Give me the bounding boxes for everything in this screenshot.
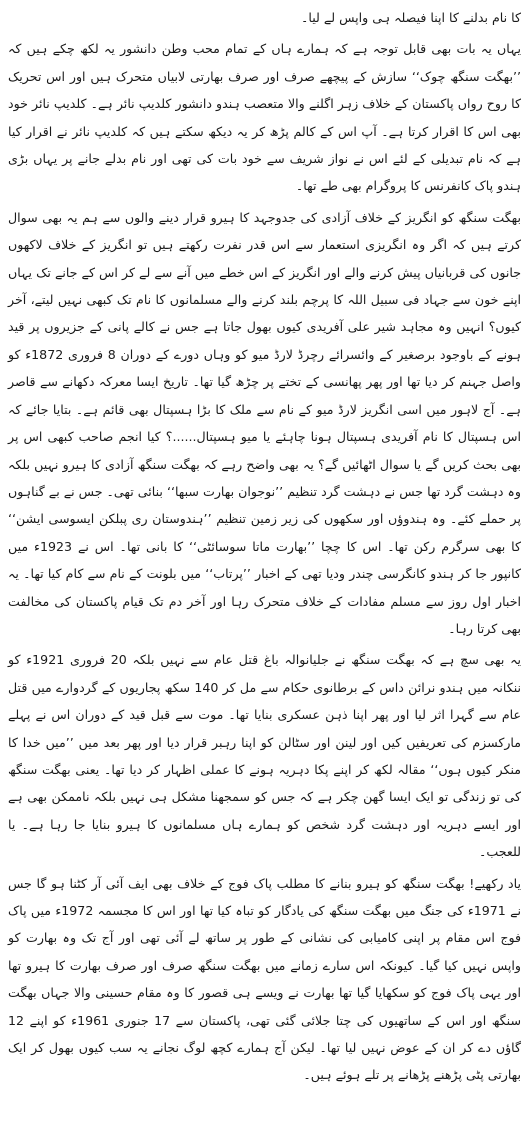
article-paragraph: یہ بھی سچ ہے کہ بھگت سنگھ نے جلیانوالہ باغ قتل عام سے نہیں بلکہ 20 فروری 1921ء کو ننکانہ میں ہندو نرائن داس کے برطانوی حکام سے مل کر 140 سکھ پجاریوں کے گردوارے میں قتل عام سے گہرا اثر لیا اور پھر اپنا ذہن عسکری بنایا تھا۔ موت سے قبل قید کے دوران اس نے پہلے مارکسزم کی تعریفیں کیں اور لینن اور سٹالن کو اپنا رہبر قرار دیا اور پھر بعد میں ’’میں خدا کا منکر کیوں ہوں‘‘ مقالہ لکھ کر اپنے پکا دہریہ ہونے کا عملی اظہار کر دیا تھا۔ یعنی بھگت سنگھ کی تو زندگی تو ایک ایسا گھن چکر ہے کہ جس کو سمجھنا مشکل ہی نہیں بلکہ ناممکن بھی ہے اور ایسے دہریہ اور دہشت گرد شخص کو ہمارے ہاں مسلمانوں کا ہیرو بنایا جا رہا ہے۔ یا للعجب۔ xyxy=(8,652,522,860)
article-paragraph: کا نام بدلنے کا اپنا فیصلہ ہی واپس لے لیا۔ xyxy=(301,10,521,25)
article-paragraph: بھگت سنگھ کو انگریز کے خلاف آزادی کی جدوجہد کا ہیرو قرار دینے والوں سے ہم یہ بھی سوال کرتے ہیں کہ اگر وہ انگریزی استعمار سے اس قدر نفرت رکھتے ہیں تو انگریز کے خلاف لاکھوں جانوں کی قربانیاں پیش کرنے والے اور انگریز کے اس خطے میں آنے سے لے کر اس کے جانے تک یہاں اپنے خون سے جہاد فی سبیل اللہ کا پرچم بلند کرنے والے مسلمانوں کا نام تک کبھی نہیں لیتے، آخر کیوں؟ انہیں وہ مجاہد شیر علی آفریدی کیوں بھول جاتا ہے جس نے کالے پانی کے جزیروں پر قید ہونے کے باوجود برصغیر کے وائسرائے رچرڈ لارڈ میو کو وہاں دورے کے دوران 8 فروری 1872ء کو واصل جہنم کر دیا تھا اور پھر پھانسی کے تختے پر چڑھ گیا تھا۔ تاریخ ایسا معرکہ دکھانے سے قاصر ہے۔ آج لاہور میں اسی انگریز لارڈ میو کے نام سے ملک کا بڑا ہسپتال بھی قائم ہے۔ بتایا جائے کہ اس ہسپتال کا نام آفریدی ہسپتال ہونا چاہئے یا میو ہسپتال......؟ کیا انجم صاحب کبھی اس پر بھی بحث کریں گے یا سوال اٹھائیں گے؟ یہ بھی واضح رہے کہ بھگت سنگھ آزادی کا ہیرو نہیں بلکہ وہ دہشت گرد تھا جس نے دہشت گرد تنظیم ’’نوجوان بھارت سبھا‘‘ بنائی تھی۔ جس نے بے گناہوں پر حملے کئے۔ وہ ہندوؤں اور سکھوں کی زیر زمین تنظیم ’’ہندوستان ری پبلکن ایسوسی ایشن‘‘ کا بھی سرگرم رکن تھا۔ اس کا چچا ’’بھارت ماتا سوسائٹی‘‘ کا بانی تھا۔ اس نے 1923ء میں کانپور جا کر ہندو کانگرسی چندر ودیا تھی کے اخبار ’’پرتاب‘‘ میں بلونت کے نام سے کام کیا تھا۔ یہ اخبار اول روز سے مسلم مفادات کے خلاف متحرک رہا اور آخر دم تک قیام پاکستان کی مخالفت بھی کرتا رہا۔ xyxy=(8,209,522,636)
article-paragraph: یاد رکھیے! بھگت سنگھ کو ہیرو بنانے کا مطلب پاک فوج کے خلاف بھی ایف آئی آر کٹنا ہو گا جس نے 1971ء کی جنگ میں بھگت سنگھ کی یادگار کو تباہ کیا تھا اور اس کا مجسمہ 1972ء میں پاک فوج اس مقام پر اپنی کامیابی کی نشانی کے طور پر ساتھ لے آئی تھی اور آج تک وہ بھارت کو واپس نہیں کیا گیا۔ کیونکہ اس سارے زمانے میں بھگت سنگھ صرف اور صرف بھارت کا ہیرو تھا اور یہی پاک فوج کو سکھایا گیا تھا بھارت نے ویسے ہی قصور کا وہ مقام حسینی والا جہاں بھگت سنگھ اور اس کے ساتھیوں کی چتا جلائی گئی تھی، پاکستان سے 17 جنوری 1961ء کو اپنے 12 گاؤں دے کر ان کے عوض نہیں لیا تھا۔ لیکن آج ہمارے کچھ لوگ نجانے یہ سب کیوں بھول کر ایک بھارتی پٹی پڑھنے پڑھانے پر تلے ہوئے ہیں۔ xyxy=(8,875,521,1083)
article-paragraph: یہاں یہ بات بھی قابل توجہ ہے کہ ہمارے ہاں کے تمام محب وطن دانشور یہ لکھ چکے ہیں کہ ’’بھگت سنگھ چوک‘‘ سازش کے پیچھے صرف اور صرف بھارتی لابیاں متحرک ہیں اور اس تحریک کا روح رواں پاکستان کے خلاف زہر اگلنے والا متعصب ہندو دانشور کلدیپ نائر ہے۔ کلدیپ نائر خود بھی اس کا اقرار کرتا ہے۔ آپ اس کے کالم پڑھ کر یہ دیکھ سکتے ہیں کہ کلدیپ نائر نے اقرار کیا ہے کہ نام تبدیلی کے لئے اس نے نواز شریف سے خود بات کی تھی اور نام بدلے جانے پر یہاں بڑی ہندو پاک کانفرنس کا پروگرام بھی طے تھا۔ xyxy=(8,41,521,194)
